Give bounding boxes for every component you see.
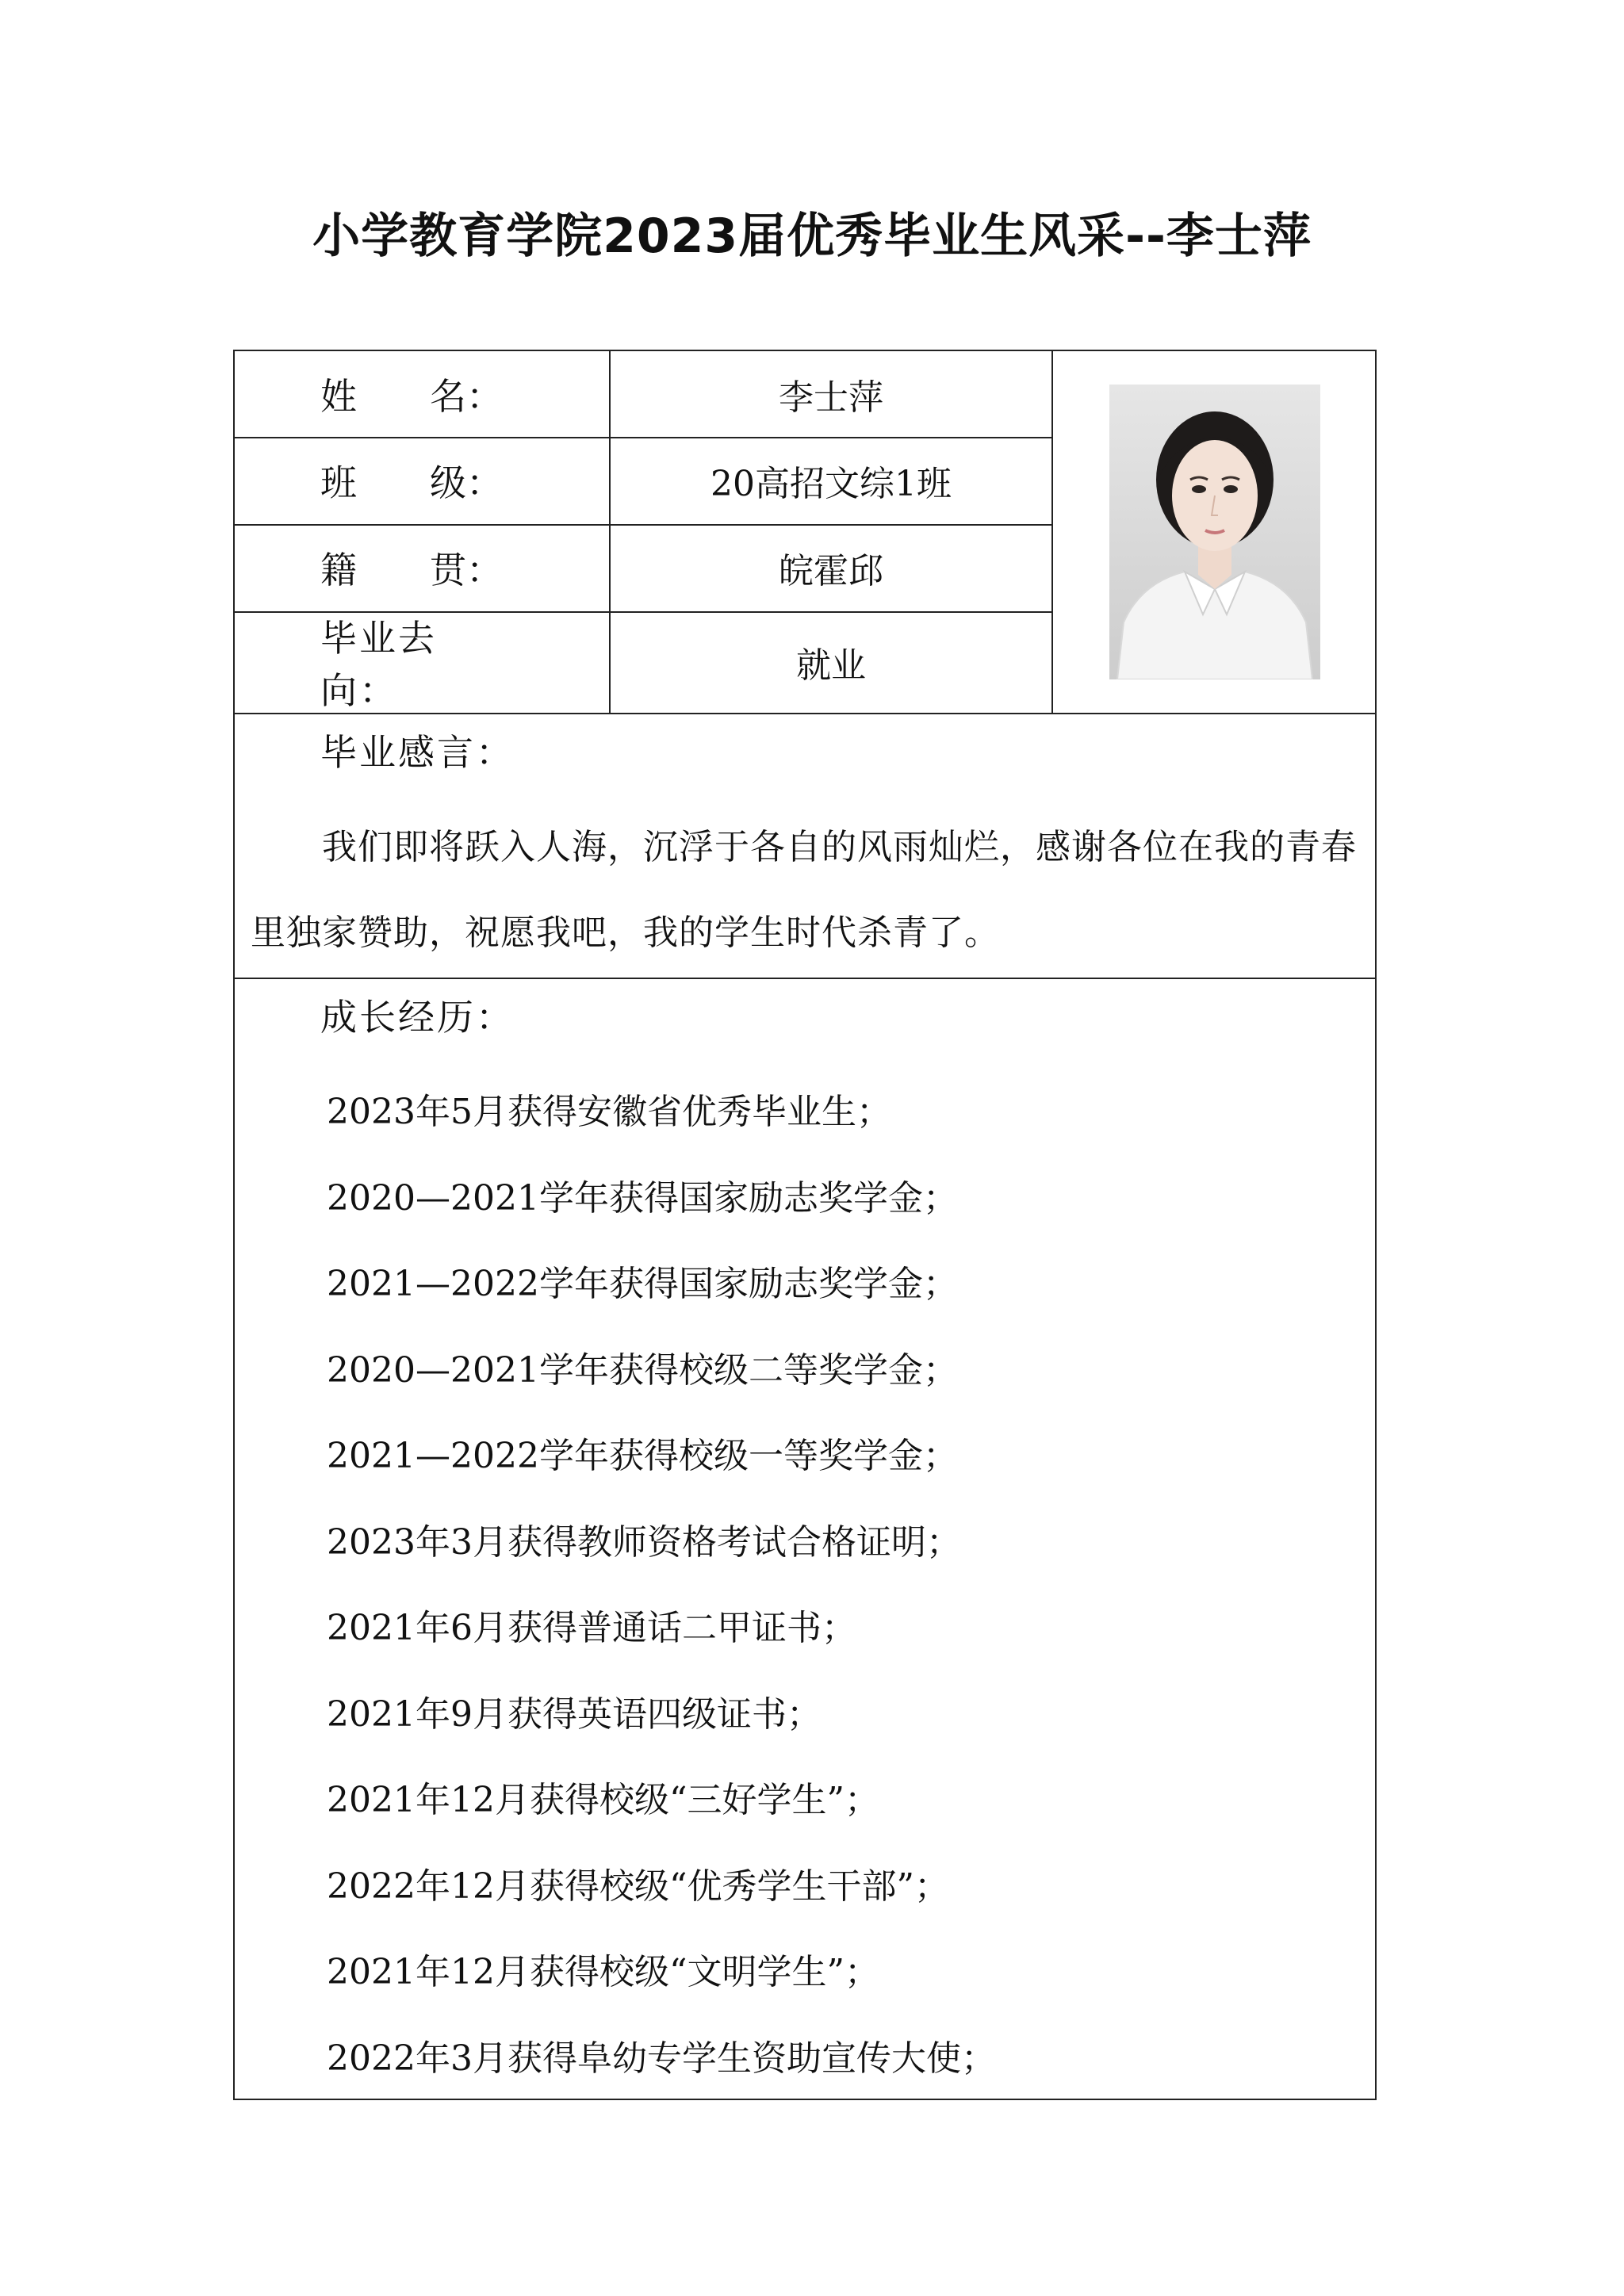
- list-item: 2020—2021学年获得校级二等奖学金；: [327, 1349, 958, 1391]
- list-item: 2021年6月获得普通话二甲证书；: [327, 1608, 856, 1648]
- name-label-text: 姓 名：: [320, 375, 503, 418]
- list-item: 2021年12月获得校级“文明学生”；: [327, 1952, 879, 1992]
- list-item: 2020—2021学年获得国家励志奖学金；: [327, 1177, 958, 1219]
- origin-label-text: 籍 贯：: [320, 549, 503, 591]
- section-divider: [235, 978, 1375, 979]
- list-item: 2021—2022学年获得国家励志奖学金；: [327, 1264, 958, 1304]
- name-value: 李士萍: [779, 377, 883, 418]
- profile-table: [233, 350, 1377, 2100]
- page-title: 小学教育学院2023届优秀毕业生风采--李士萍: [312, 209, 1312, 264]
- growth-list: [327, 1070, 996, 2102]
- list-item: 2021—2022学年获得校级一等奖学金；: [327, 1436, 958, 1476]
- message-heading: 毕业感言：: [320, 731, 515, 774]
- list-item: 2021年12月获得校级“三好学生”；: [327, 1780, 879, 1820]
- class-label: [320, 437, 511, 524]
- portrait-illustration: [1109, 385, 1320, 679]
- list-item: 2023年3月获得教师资格考试合格证明；: [327, 1521, 961, 1563]
- list-item: 2022年12月获得校级“优秀学生干部”；: [327, 1866, 949, 1907]
- destination-value: 就业: [796, 645, 866, 686]
- list-item: 2021年9月获得英语四级证书；: [327, 1693, 822, 1735]
- origin-label: [320, 524, 511, 611]
- destination-label-text: 毕业去向：: [320, 617, 437, 712]
- class-value: 20高招文综1班: [710, 464, 952, 504]
- origin-value: 皖霍邱: [779, 551, 883, 591]
- name-label: [320, 351, 511, 437]
- list-item: 2023年5月获得安徽省优秀毕业生；: [327, 1092, 891, 1132]
- message-text: 我们即将跃入人海，沉浮于各自的风雨灿烂，感谢各位在我的青春里独家赞助，祝愿我吧，我的学生时代杀青了。: [251, 827, 1357, 953]
- destination-label: [320, 611, 511, 713]
- class-label-text: 班 级：: [320, 461, 503, 504]
- growth-heading: 成长经历：: [320, 996, 515, 1039]
- list-item: 2022年3月获得阜幼专学生资助宣传大使；: [327, 2038, 996, 2079]
- student-photo: [1109, 385, 1320, 679]
